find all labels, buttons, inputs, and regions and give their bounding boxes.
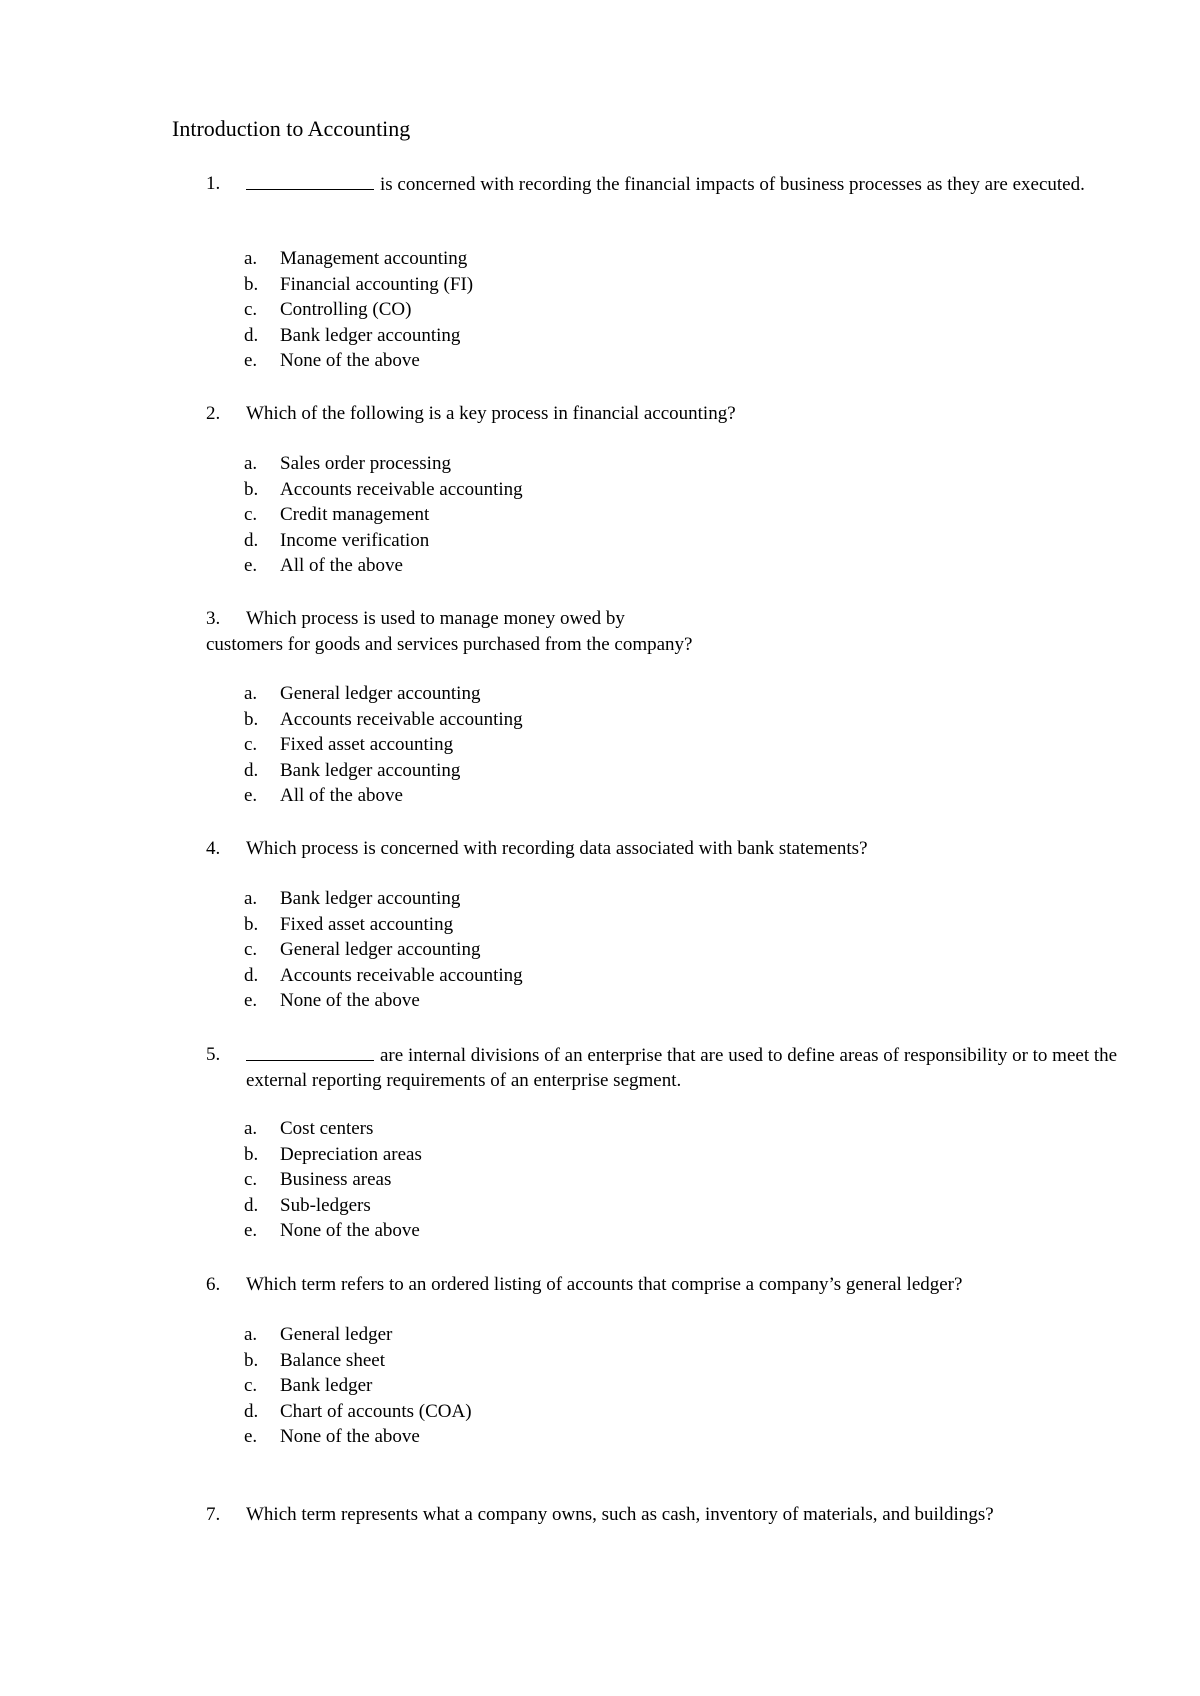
option-text: All of the above [280,785,403,807]
question-5 [206,1042,1136,1093]
option-text: Depreciation areas [280,1143,422,1165]
option-text: Chart of accounts (COA) [280,1400,472,1422]
option-letter: c. [244,1169,258,1191]
option-text: Sub-ledgers [280,1194,371,1216]
question-text: Which of the following is a key process in financial accounting? [246,403,736,424]
option-text: Balance sheet [280,1349,385,1371]
option-letter: d. [244,964,259,986]
question-text: Which term refers to an ordered listing of accounts that comprise a company’s general ledger? [246,1274,963,1295]
option-text: Bank ledger [280,1375,373,1397]
option-letter: e. [244,990,258,1012]
option-letter: d. [244,1400,259,1422]
option-text: Business areas [280,1169,392,1191]
question-text: is concerned with recording the financial impacts of business processes as they are executed. [380,174,1085,195]
option-text: Bank ledger accounting [280,759,461,781]
option-text: Accounts receivable accounting [280,708,523,730]
option-letter: a. [244,1118,258,1139]
question-4 [206,836,1136,861]
option-text: General ledger accounting [280,939,481,961]
option-letter: c. [244,299,258,321]
option-letter: d. [244,529,259,551]
option-text: General ledger [280,1324,393,1345]
answer-blank [246,171,374,190]
option-text: Cost centers [280,1118,374,1139]
option-letter: e. [244,1426,258,1448]
option-text: Controlling (CO) [280,299,412,321]
option-text: Financial accounting (FI) [280,273,474,295]
question-3 [206,606,1136,631]
option-text: None of the above [280,350,420,372]
question-6 [206,1272,1136,1297]
question-7 [206,1502,1136,1527]
option-text: Accounts receivable accounting [280,964,523,986]
option-letter: d. [244,1194,259,1216]
option-letter: b. [244,1349,259,1371]
option-letter: a. [244,248,258,269]
option-text: General ledger accounting [280,683,481,704]
option-letter: b. [244,913,259,935]
question-number: 1. [206,173,221,194]
option-letter: d. [244,324,259,346]
option-letter: e. [244,555,258,577]
option-text: Management accounting [280,248,468,269]
option-letter: a. [244,888,258,909]
option-text: Accounts receivable accounting [280,478,523,500]
question-1 [206,171,1136,197]
option-letter: c. [244,939,258,961]
question-number: 3. [206,608,221,629]
option-text: None of the above [280,990,420,1012]
option-letter: c. [244,504,258,526]
question-text: are internal divisions of an enterprise that are used to define areas of responsibility or to meet the external reporting requirements of an enterprise segment. [246,1045,1118,1091]
answer-blank [246,1042,374,1061]
question-text: Which term represents what a company owns, such as cash, inventory of materials, and buildings? [246,1504,994,1525]
option-letter: b. [244,273,259,295]
option-letter: b. [244,708,259,730]
page-title: Introduction to Accounting [172,116,411,141]
option-text: Bank ledger accounting [280,888,461,909]
question-2 [206,401,1136,426]
option-text: Bank ledger accounting [280,324,461,346]
option-text: None of the above [280,1426,420,1448]
question-number: 5. [206,1044,221,1065]
option-letter: a. [244,683,258,704]
option-letter: b. [244,478,259,500]
option-text: Fixed asset accounting [280,913,454,935]
question-text: Which process is concerned with recording data associated with bank statements? [246,838,868,859]
question-number: 4. [206,838,221,859]
option-text: Sales order processing [280,453,451,474]
option-letter: d. [244,759,259,781]
option-letter: e. [244,785,258,807]
question-number: 2. [206,403,221,424]
question-number: 6. [206,1274,221,1295]
question-text-line-1: Which process is used to manage money owed by [246,608,625,629]
option-text: Income verification [280,529,430,551]
option-text: None of the above [280,1220,420,1242]
question-number: 7. [206,1504,221,1525]
option-text: Fixed asset accounting [280,734,454,756]
option-letter: e. [244,350,258,372]
option-text: Credit management [280,504,430,526]
question-3-continued [206,632,1136,657]
question-text-line-2: customers for goods and services purchased from the company? [206,634,693,655]
option-letter: a. [244,1324,258,1345]
option-letter: c. [244,1375,258,1397]
option-letter: c. [244,734,258,756]
option-letter: e. [244,1220,258,1242]
option-text: All of the above [280,555,403,577]
option-letter: b. [244,1143,259,1165]
option-letter: a. [244,453,258,474]
